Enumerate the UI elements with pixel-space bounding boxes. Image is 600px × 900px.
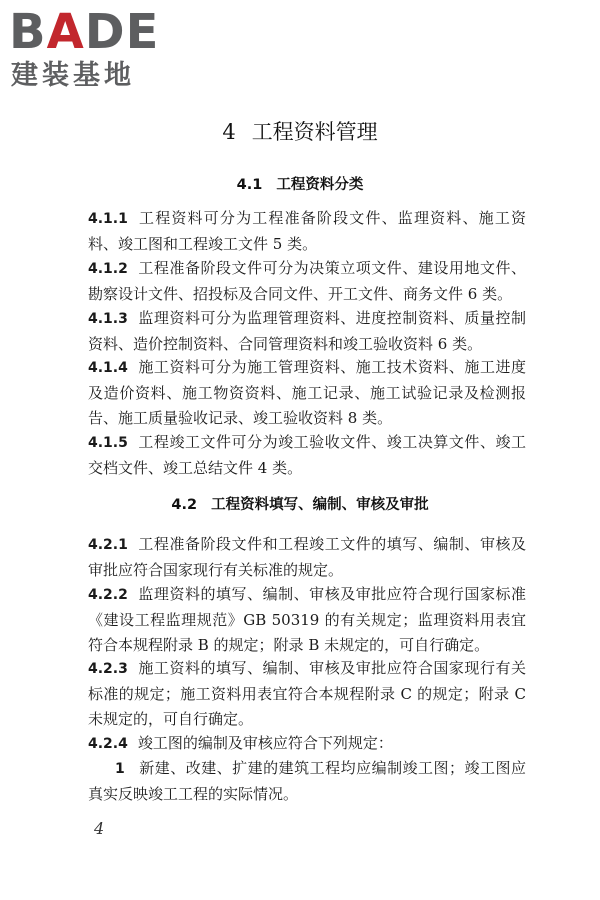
clause-text: 监理资料的填写、编制、审核及审批应符合现行国家标准《建设工程监理规范》GB 50319 的有关规定；监理资料用表宜符合本规程附录 B 的规定；附录 B 未规定的，可自行确定。 — [88, 585, 526, 654]
chapter-title-text: 工程资料管理 — [251, 120, 378, 144]
logo-letters-suffix: DE — [84, 4, 160, 60]
clause-number: 4.2.3 — [88, 661, 128, 677]
clause-number: 4.2.2 — [88, 587, 128, 603]
clause-text: 施工资料可分为施工管理资料、施工技术资料、施工进度及造价资料、施工物资资料、施工记录、施工试验记录及检测报告、施工质量验收记录、竣工验收资料 8 类。 — [88, 358, 526, 427]
logo-wordmark — [9, 4, 159, 60]
logo-letters-prefix: B — [9, 4, 47, 60]
clause-number: 4.1.2 — [88, 261, 128, 277]
clause-number: 4.1.5 — [88, 435, 128, 451]
item-text: 新建、改建、扩建的建筑工程均应编制竣工图；竣工图应真实反映竣工工程的实际情况。 — [88, 759, 526, 803]
clause-number: 4.2.1 — [88, 537, 128, 553]
clause-number: 4.1.3 — [88, 311, 128, 327]
clause-4-1-1 — [88, 206, 526, 257]
clause-4-2-4 — [88, 731, 526, 757]
section-number: 4.2 — [171, 497, 198, 513]
section-title-text: 工程资料分类 — [276, 177, 364, 193]
logo-letter-accent: A — [46, 4, 85, 60]
clause-text: 工程竣工文件可分为竣工验收文件、竣工决算文件、竣工交档文件、竣工总结文件 4 类。 — [88, 433, 526, 477]
clause-text: 工程准备阶段文件和工程竣工文件的填写、编制、审核及审批应符合国家现行有关标准的规定。 — [88, 535, 526, 579]
clause-4-2-1 — [88, 532, 526, 583]
clause-text: 竣工图的编制及审核应符合下列规定： — [137, 734, 393, 752]
clause-text: 施工资料的填写、编制、审核及审批应符合国家现行有关标准的规定；施工资料用表宜符合本规程附录 C 的规定；附录 C 未规定的，可自行确定。 — [88, 659, 526, 728]
chapter-title — [0, 118, 600, 146]
item-number: 1 — [115, 761, 125, 777]
logo-subtitle: 建装基地 — [11, 60, 135, 91]
bade-logo — [9, 4, 179, 94]
clause-4-2-2 — [88, 582, 526, 657]
clause-text: 监理资料可分为监理管理资料、进度控制资料、质量控制资料、造价控制资料、合同管理资料和竣工验收资料 6 类。 — [88, 309, 526, 353]
clause-4-1-3 — [88, 306, 526, 357]
clause-number: 4.2.4 — [88, 736, 128, 752]
clause-text: 工程资料可分为工程准备阶段文件、监理资料、施工资料、竣工图和工程竣工文件 5 类。 — [88, 209, 526, 253]
page-number: 4 — [94, 819, 105, 838]
section-title-4-2 — [0, 494, 600, 516]
clause-number: 4.1.4 — [88, 360, 128, 376]
clause-4-1-4 — [88, 355, 526, 430]
clause-4-1-5 — [88, 430, 526, 481]
clause-4-2-3 — [88, 656, 526, 731]
clause-text: 工程准备阶段文件可分为决策立项文件、建设用地文件、勘察设计文件、招投标及合同文件、开工文件、商务文件 6 类。 — [88, 259, 526, 303]
clause-4-1-2 — [88, 256, 526, 307]
clause-number: 4.1.1 — [88, 211, 128, 227]
section-title-4-1 — [0, 174, 600, 196]
section-title-text: 工程资料填写、编制、审核及审批 — [211, 497, 429, 513]
section-number: 4.1 — [236, 177, 263, 193]
chapter-number: 4 — [222, 120, 236, 144]
list-item-1 — [88, 756, 526, 807]
